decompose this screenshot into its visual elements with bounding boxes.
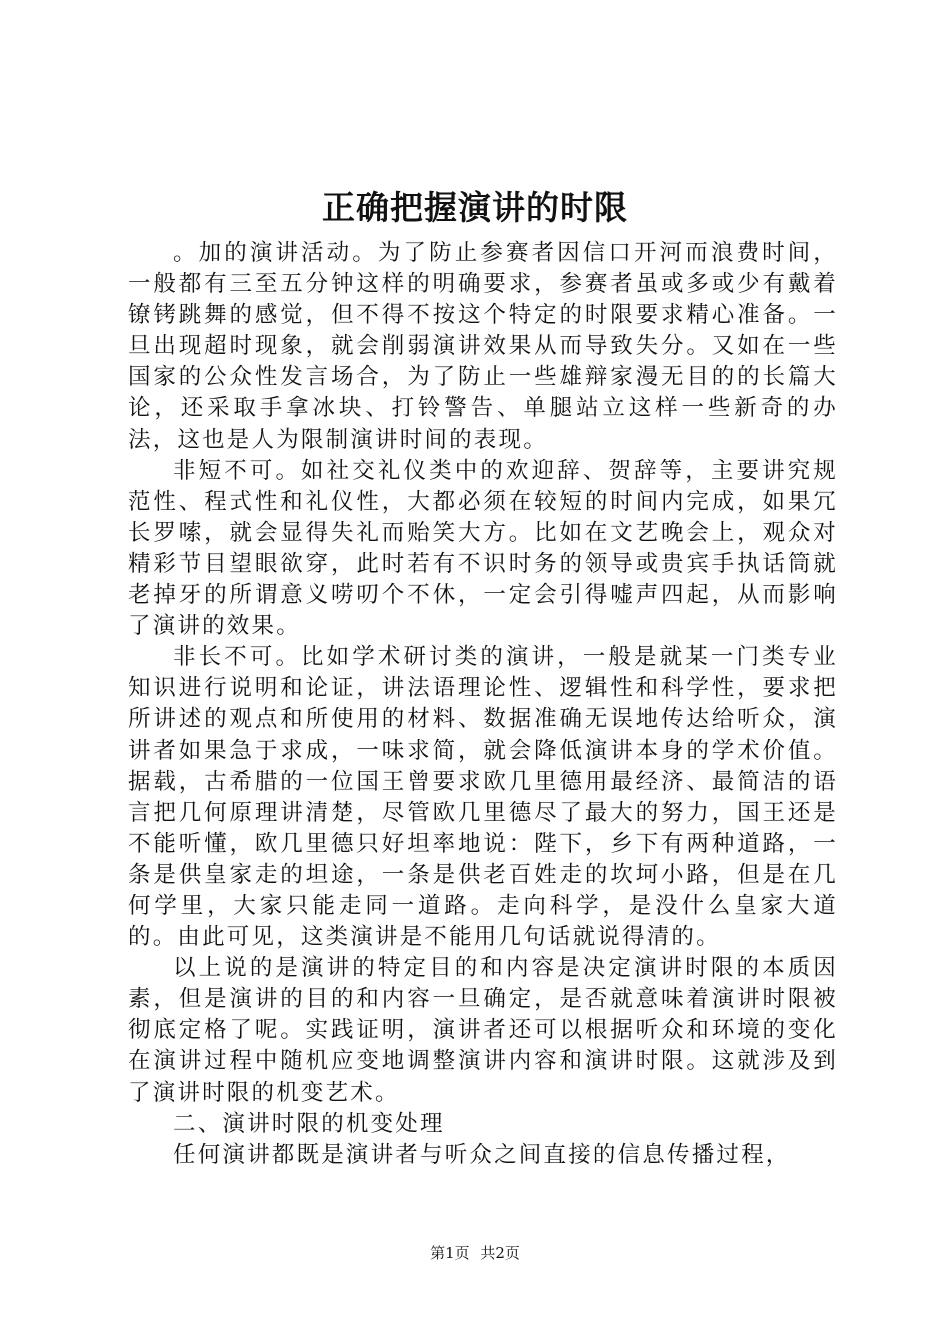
paragraph: 非短不可。如社交礼仪类中的欢迎辞、贺辞等，主要讲究规范性、程式性和礼仪性，大都必须在较短的时间内完成，如果冗长罗嗦，就会显得失礼而贻笑大方。比如在文艺晚会上，观众对精彩节目望眼欲穿，此时若有不识时务的领导或贵宾手执话筒就老掉牙的所谓意义唠叨个不休，一定会引得嘘声四起，从而影响了演讲的效果。 [128, 457, 838, 640]
paragraph: 以上说的是演讲的特定目的和内容是决定演讲时限的本质因素，但是演讲的目的和内容一旦确定，是否就意味着演讲时限被彻底定格了呢。实践证明，演讲者还可以根据听众和环境的变化在演讲过程中随机应变地调整演讲内容和演讲时限。这就涉及到了演讲时限的机变艺术。 [128, 955, 838, 1106]
document-body [128, 238, 838, 1171]
page-footer [0, 1243, 950, 1263]
page-number: 第1页 [430, 1244, 470, 1262]
page-total: 共2页 [480, 1244, 520, 1262]
paragraph: 。加的演讲活动。为了防止参赛者因信口开河而浪费时间，一般都有三至五分钟这样的明确要求，参赛者虽或多或少有戴着镣铐跳舞的感觉，但不得不按这个特定的时限要求精心准备。一旦出现超时现象，就会削弱演讲效果从而导致失分。又如在一些国家的公众性发言场合，为了防止一些雄辩家漫无目的的长篇大论，还采取手拿冰块、打铃警告、单腿站立这样一些新奇的办法，这也是人为限制演讲时间的表现。 [128, 240, 838, 453]
paragraph: 任何演讲都既是演讲者与听众之间直接的信息传播过程， [173, 1141, 791, 1168]
paragraph: 非长不可。比如学术研讨类的演讲，一般是就某一门类专业知识进行说明和论证，讲法语理论性、逻辑性和科学性，要求把所讲述的观点和所使用的材料、数据准确无误地传达给听众，演讲者如果急于求成，一味求简，就会降低演讲本身的学术价值。据载，古希腊的一位国王曾要求欧几里德用最经济、最简洁的语言把几何原理讲清楚，尽管欧几里德尽了最大的努力，国王还是不能听懂，欧几里德只好坦率地说：陛下，乡下有两种道路，一条是供皇家走的坦途，一条是供老百姓走的坎坷小路，但是在几何学里，大家只能走同一道路。走向科学，是没什么皇家大道的。由此可见，这类演讲是不能用几句话就说得清的。 [128, 644, 838, 951]
document-title: 正确把握演讲的时限 [322, 188, 628, 227]
section-heading: 二、演讲时限的机变处理 [173, 1110, 445, 1137]
